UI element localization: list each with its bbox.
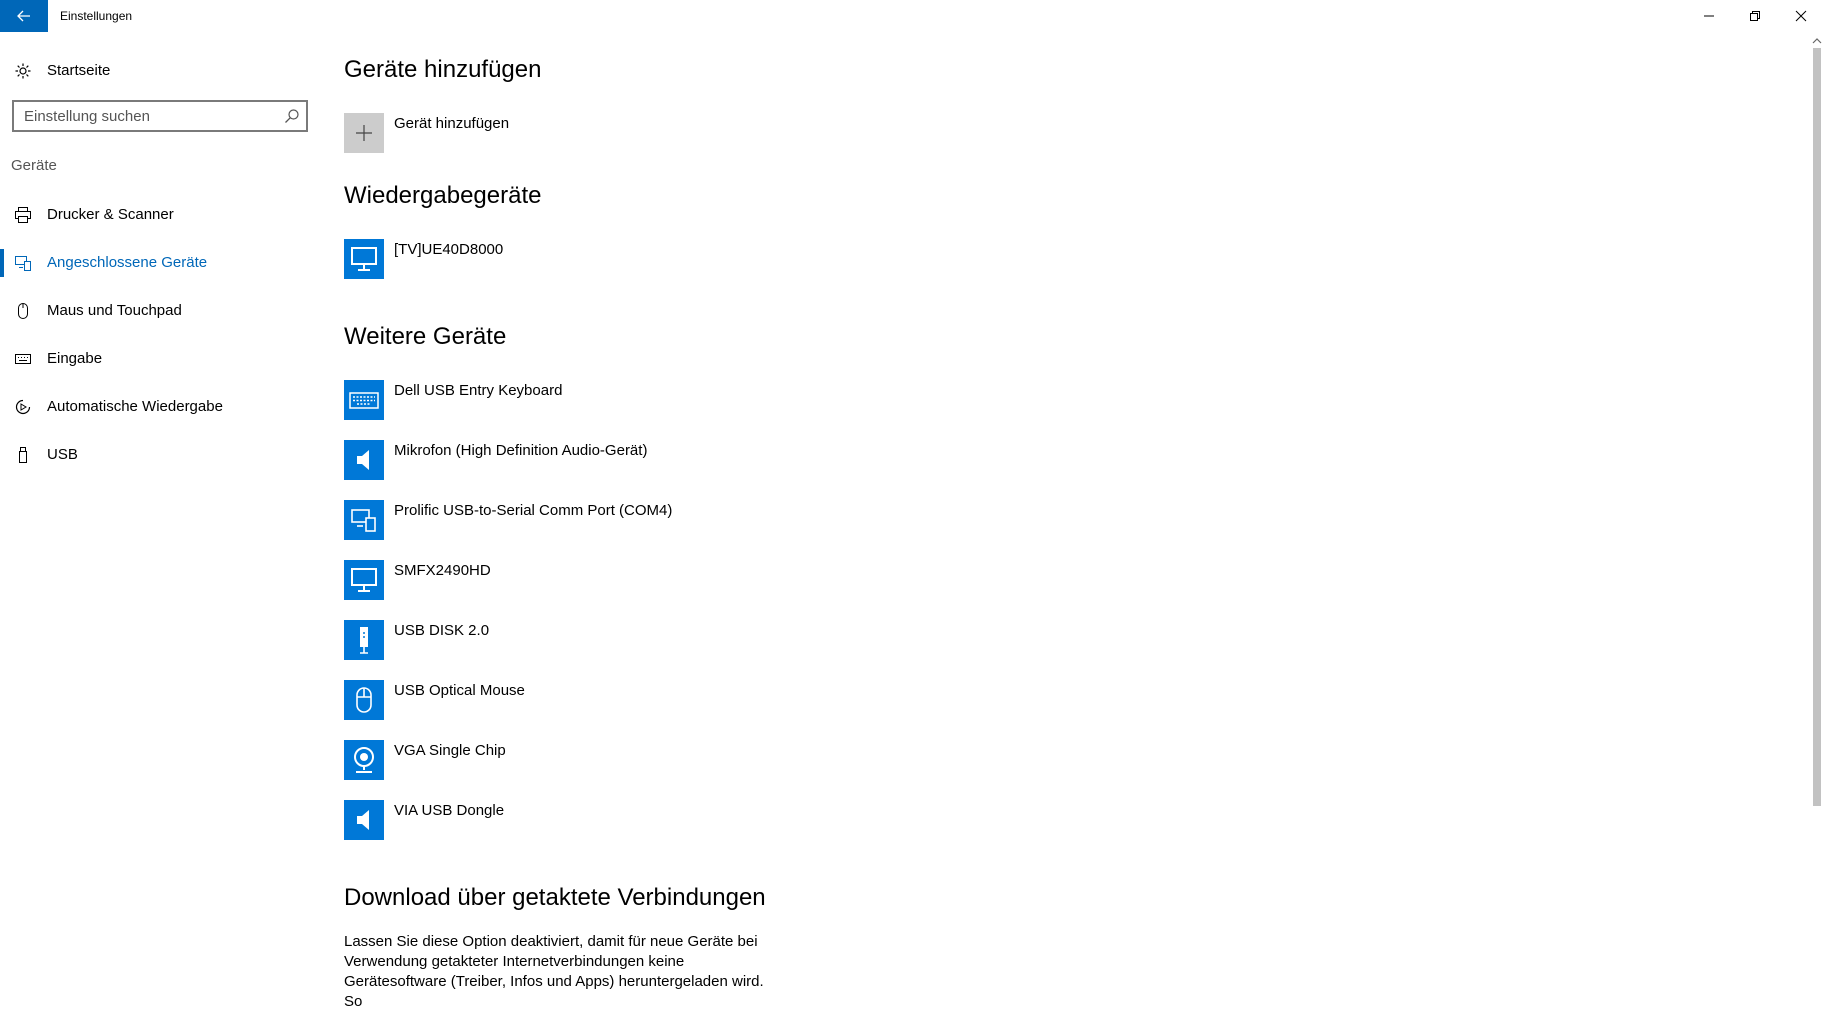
restore-button[interactable]: [1732, 0, 1778, 32]
device-name: Dell USB Entry Keyboard: [394, 382, 563, 399]
sidebar: [0, 32, 320, 986]
plus-icon: [355, 124, 373, 142]
connected-devices-icon: [14, 254, 32, 272]
sidebar-item-label: Maus und Touchpad: [47, 302, 182, 319]
sidebar-item-label: Angeschlossene Geräte: [47, 254, 208, 271]
close-icon: [1796, 11, 1806, 21]
sidebar-item-printers[interactable]: [0, 195, 320, 235]
search-box[interactable]: [12, 100, 308, 132]
minimize-icon: [1704, 11, 1714, 21]
title-bar: [0, 0, 1824, 32]
device-tile: [344, 800, 384, 840]
device-tile: [344, 620, 384, 660]
gear-icon: [14, 62, 32, 80]
device-tile: [344, 239, 384, 279]
sidebar-item-label: USB: [47, 446, 78, 463]
home-link[interactable]: [0, 52, 320, 90]
restore-icon: [1750, 11, 1760, 21]
device-tile: [344, 380, 384, 420]
device-item[interactable]: [344, 620, 844, 662]
close-button[interactable]: [1778, 0, 1824, 32]
device-tile: [344, 680, 384, 720]
sidebar-item-autoplay[interactable]: [0, 387, 320, 427]
keyboard-icon: [349, 390, 379, 410]
usb-icon: [14, 446, 32, 464]
home-label: Startseite: [47, 62, 111, 79]
add-device-button[interactable]: [344, 113, 844, 155]
speaker-icon: [353, 808, 375, 832]
section-title-metered: Download über getaktete Verbindungen: [344, 884, 766, 911]
keyboard-icon: [14, 350, 32, 368]
device-name: SMFX2490HD: [394, 562, 491, 579]
sidebar-item-input[interactable]: [0, 339, 320, 379]
main-content: [344, 32, 1794, 1010]
section-title-playback: Wiedergabegeräte: [344, 182, 542, 209]
sidebar-section-label: Geräte: [11, 157, 57, 174]
device-tile: [344, 560, 384, 600]
mouse-icon: [14, 302, 32, 320]
autoplay-icon: [14, 398, 32, 416]
device-tile: [344, 440, 384, 480]
printer-icon: [14, 206, 32, 224]
device-name: VGA Single Chip: [394, 742, 506, 759]
minimize-button[interactable]: [1686, 0, 1732, 32]
search-icon[interactable]: [284, 108, 300, 124]
chevron-up-icon[interactable]: [1812, 36, 1822, 46]
device-item[interactable]: [344, 239, 844, 281]
window-title: Einstellungen: [60, 9, 133, 23]
sidebar-item-label: Automatische Wiedergabe: [47, 398, 223, 415]
device-item[interactable]: [344, 500, 844, 542]
add-device-tile: [344, 113, 384, 153]
device-tile: [344, 500, 384, 540]
sidebar-item-connected-devices[interactable]: [0, 243, 320, 283]
device-item[interactable]: [344, 440, 844, 482]
section-title-add-devices: Geräte hinzufügen: [344, 56, 542, 83]
mouse-icon: [354, 685, 374, 715]
section-title-other-devices: Weitere Geräte: [344, 323, 507, 350]
sidebar-item-label: Drucker & Scanner: [47, 206, 174, 223]
device-name: USB DISK 2.0: [394, 622, 490, 639]
back-button[interactable]: [0, 0, 48, 32]
device-item[interactable]: [344, 680, 844, 722]
scroll-thumb[interactable]: [1813, 48, 1821, 806]
device-name: USB Optical Mouse: [394, 682, 525, 699]
device-name: Prolific USB-to-Serial Comm Port (COM4): [394, 502, 673, 519]
monitor-icon: [350, 246, 378, 272]
device-name: VIA USB Dongle: [394, 802, 505, 819]
add-device-label: Gerät hinzufügen: [394, 115, 510, 132]
device-name: [TV]UE40D8000: [394, 241, 504, 258]
device-name: Mikrofon (High Definition Audio-Gerät): [394, 442, 648, 459]
arrow-left-icon: [17, 10, 31, 22]
sidebar-item-usb[interactable]: [0, 435, 320, 475]
device-item[interactable]: [344, 560, 844, 602]
device-item[interactable]: [344, 740, 844, 782]
metered-description: Lassen Sie diese Option deaktiviert, damit für neue Geräte bei Verwendung getakteter Internetverbindungen keine Gerätesoftware (Treiber, Infos und Apps) heruntergeladen wird. So: [344, 933, 764, 1010]
device-tile: [344, 740, 384, 780]
vertical-scrollbar[interactable]: [1810, 32, 1824, 986]
monitor-icon: [350, 567, 378, 593]
usb-drive-icon: [357, 625, 371, 655]
webcam-icon: [350, 745, 378, 775]
search-input[interactable]: [14, 102, 276, 130]
device-item[interactable]: [344, 380, 844, 422]
speaker-icon: [353, 448, 375, 472]
sidebar-item-label: Eingabe: [47, 350, 103, 367]
device-item[interactable]: [344, 800, 844, 842]
sidebar-item-mouse[interactable]: [0, 291, 320, 331]
connected-devices-icon: [350, 506, 378, 534]
